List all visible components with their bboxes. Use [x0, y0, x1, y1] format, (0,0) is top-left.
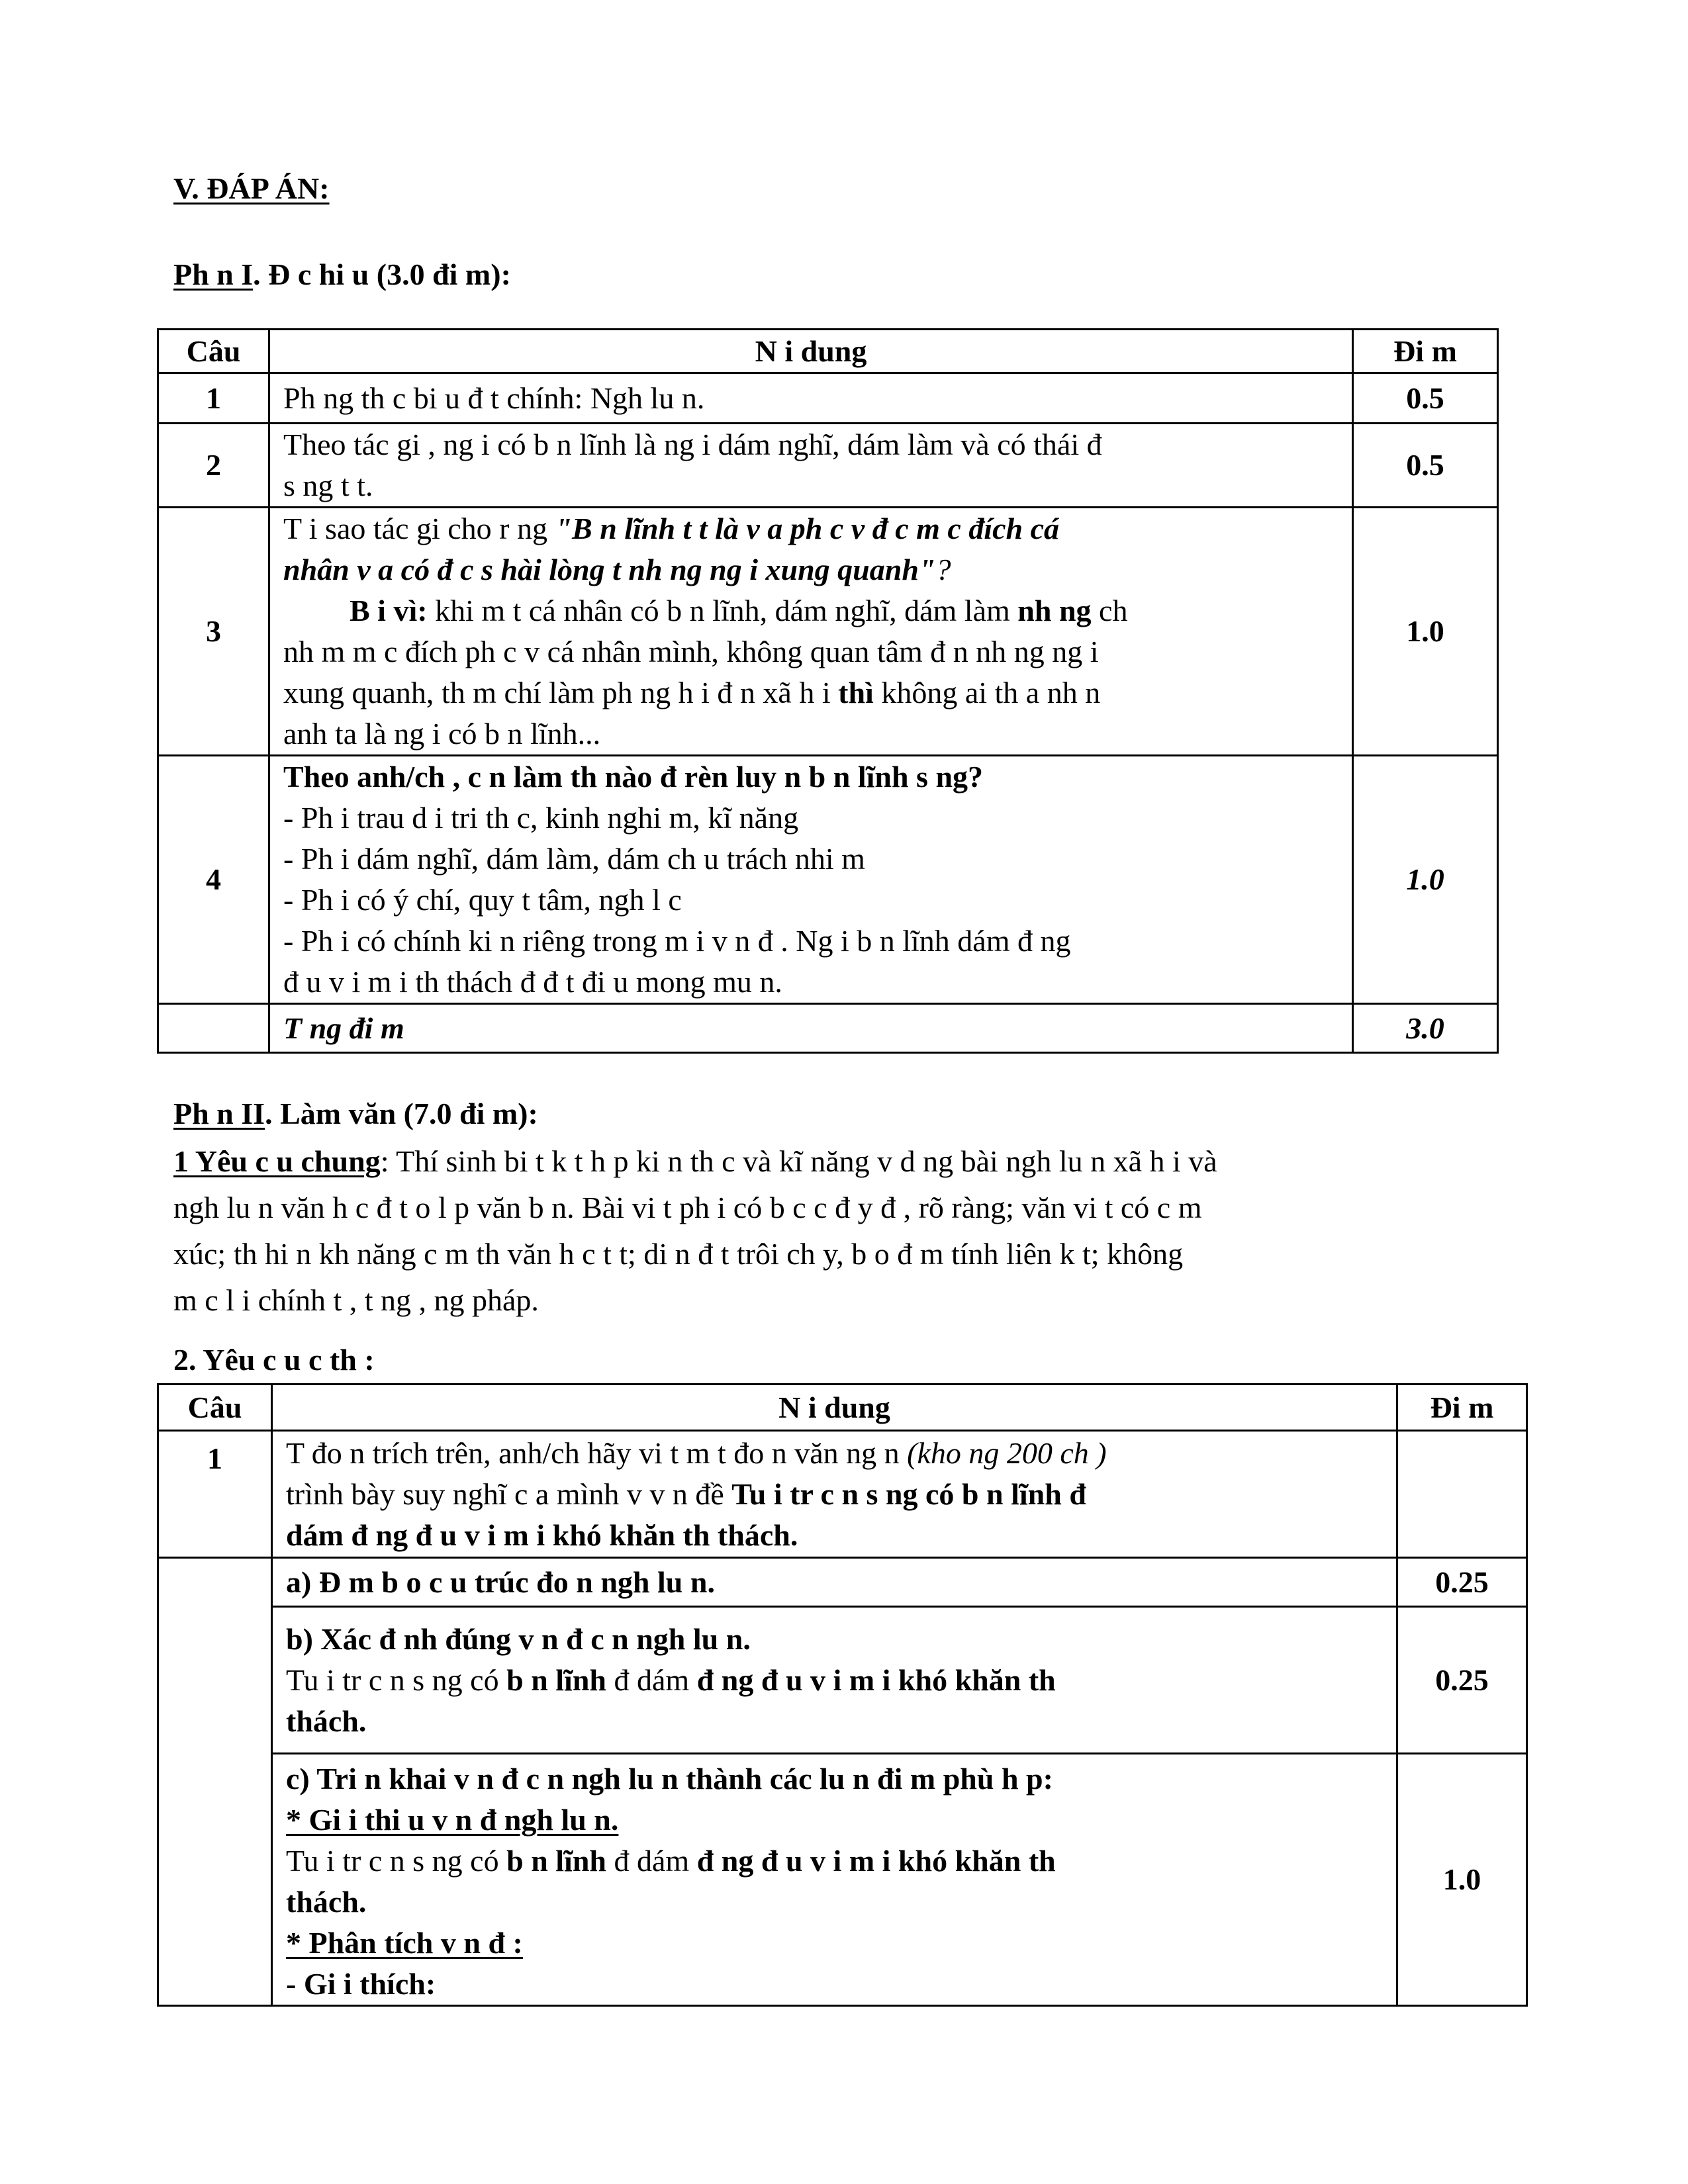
col-header-noi-dung: N i dung: [269, 330, 1353, 373]
answer-text: không ai th a nh n: [873, 676, 1101, 709]
question-quote: nhân v a có đ c s hài lòng t nh ng ng i xung quanh": [283, 553, 936, 586]
table-row: [158, 1558, 1527, 1607]
total-row: [158, 1004, 1498, 1053]
content-line: s ng t t.: [283, 469, 373, 502]
table-header-row: [158, 1385, 1527, 1431]
subheading: * Gi i thi u v n đ ngh lu n.: [286, 1803, 619, 1837]
part2-heading: [173, 1099, 538, 1129]
table-row: [158, 1754, 1527, 2006]
content-line: [286, 1660, 1383, 1701]
total-score: 3.0: [1353, 1004, 1498, 1053]
col-header-diem: Đi m: [1353, 330, 1498, 373]
question-text: T i sao tác gi cho r ng: [283, 512, 555, 545]
row-score: 0.5: [1353, 373, 1498, 424]
part2-heading-label: Ph n II: [173, 1097, 265, 1130]
content-text: Tu i tr c n s ng có: [286, 1662, 507, 1697]
col-header-diem: Đi m: [1397, 1385, 1527, 1431]
requirement-line: m c l i chính t , t ng , ng pháp.: [173, 1283, 539, 1317]
content-line: thách.: [286, 1885, 367, 1919]
total-empty-cell: [158, 1004, 269, 1053]
row-number: 1: [158, 373, 269, 424]
table-row: [158, 424, 1498, 508]
row-score: 1.0: [1353, 508, 1498, 756]
answer-text: ch: [1091, 594, 1128, 627]
content-line: đ u v i m i th thách đ đ t đi u mong mu n.: [283, 965, 782, 999]
question-line: [283, 508, 1338, 549]
content-line: thách.: [286, 1704, 367, 1738]
row-number-empty: [158, 1558, 272, 2006]
content-line: - Ph i có ý chí, quy t tâm, ngh l c: [283, 883, 682, 917]
general-requirements: [173, 1138, 1542, 1324]
criterion-a: a) Đ m b o c u trúc đo n ngh lu n.: [272, 1558, 1397, 1607]
row-number: 4: [158, 756, 269, 1004]
row-content: [272, 1431, 1397, 1558]
row-number: 1: [158, 1431, 272, 1558]
table-row: [158, 1607, 1527, 1754]
content-line: [286, 1433, 1383, 1474]
row-score: 1.0: [1397, 1754, 1527, 2006]
row-content: [269, 373, 1353, 424]
row-score: 1.0: [1353, 756, 1498, 1004]
content-emphasis: đ ng đ u v i m i khó khăn th: [696, 1844, 1056, 1878]
subheading: * Phân tích v n đ :: [286, 1926, 523, 1960]
row-score: 0.5: [1353, 424, 1498, 508]
content-line: dám đ ng đ u v i m i khó khăn th thách.: [286, 1518, 798, 1552]
row-content: [269, 508, 1353, 756]
table-row: [158, 508, 1498, 756]
part1-heading: [173, 259, 511, 290]
criterion-title: c) Tri n khai v n đ c n ngh lu n thành các lu n đi m phù h p:: [286, 1762, 1053, 1796]
part2-heading-rest: . Làm văn (7.0 đi m):: [265, 1097, 538, 1130]
content-line: [286, 1841, 1383, 1882]
requirement-line: [173, 1138, 1542, 1185]
col-header-cau: Câu: [158, 330, 269, 373]
answer-line: [283, 590, 1338, 631]
answer-text: khi m t cá nhân có b n lĩnh, dám nghĩ, dám làm: [427, 594, 1018, 627]
answer-emphasis: nh ng: [1017, 594, 1092, 627]
row-number: 2: [158, 424, 269, 508]
requirement-text: : Thí sinh bi t k t h p ki n th c và kĩ năng v d ng bài ngh lu n xã h i và: [380, 1144, 1217, 1178]
content-line: - Ph i trau d i tri th c, kinh nghi m, kĩ năng: [283, 801, 799, 835]
part1-table: [157, 328, 1499, 1054]
question-line: Theo anh/ch , c n làm th nào đ rèn luy n b n lĩnh s ng?: [283, 760, 984, 794]
part1-heading-rest: . Đ c hi u (3.0 đi m):: [253, 257, 511, 291]
requirement-label: 1 Yêu c u chung: [173, 1144, 381, 1178]
content-line: - Ph i dám nghĩ, dám làm, dám ch u trách nhi m: [283, 842, 865, 876]
answer-emphasis: thì: [838, 676, 874, 709]
part2-table: [157, 1383, 1528, 2007]
row-score: 0.25: [1397, 1607, 1527, 1754]
row-content: [269, 756, 1353, 1004]
content-text: đ dám: [606, 1662, 697, 1697]
col-header-cau: Câu: [158, 1385, 272, 1431]
content-emphasis: b n lĩnh: [506, 1844, 607, 1878]
row-score-empty: [1397, 1431, 1527, 1558]
answer-line: [283, 672, 1338, 713]
answer-line: anh ta là ng i có b n lĩnh...: [283, 717, 601, 751]
col-header-noi-dung: N i dung: [272, 1385, 1397, 1431]
total-label: T ng đi m: [269, 1004, 1353, 1053]
requirement-line: ngh lu n văn h c đ t o l p văn b n. Bài vi t ph i có b c c đ y đ , rõ ràng; văn vi t có c m: [173, 1191, 1202, 1224]
content-emphasis: đ ng đ u v i m i khó khăn th: [696, 1662, 1056, 1697]
question-quote: "B n lĩnh t t là v a ph c v đ c m c đích cá: [555, 512, 1060, 545]
answer-line: nh m m c đích ph c v cá nhân mình, không quan tâm đ n nh ng ng i: [283, 635, 1099, 668]
criterion-title: b) Xác đ nh đúng v n đ c n ngh lu n.: [286, 1621, 751, 1656]
content-text: T đo n trích trên, anh/ch hãy vi t m t đo n văn ng n: [286, 1435, 908, 1470]
table-row: [158, 373, 1498, 424]
answer-text: xung quanh, th m chí làm ph ng h i đ n xã h i: [283, 676, 839, 709]
specific-requirements-heading: 2. Yêu c u c th :: [173, 1343, 375, 1377]
content-text: trình bày suy nghĩ c a mình v v n đề: [286, 1477, 732, 1511]
criterion-c: [272, 1754, 1397, 2006]
question-line: [283, 549, 1338, 590]
content-italic: (kho ng 200 ch ): [907, 1435, 1107, 1470]
table-row: [158, 756, 1498, 1004]
content-emphasis: Tu i tr c n s ng có b n lĩnh đ: [731, 1477, 1086, 1511]
subheading: - Gi i thích:: [286, 1967, 436, 2001]
content-text: Tu i tr c n s ng có: [286, 1844, 507, 1878]
row-content: [269, 424, 1353, 508]
question-mark: ?: [935, 553, 951, 586]
row-number: 3: [158, 508, 269, 756]
part1-heading-label: Ph n I: [173, 257, 254, 291]
table-row: [158, 1431, 1527, 1558]
content-emphasis: b n lĩnh: [506, 1662, 607, 1697]
row-score: 0.25: [1397, 1558, 1527, 1607]
content-line: Theo tác gi , ng i có b n lĩnh là ng i dám nghĩ, dám làm và có thái đ: [283, 428, 1102, 461]
content-line: Ph ng th c bi u đ t chính: Ngh lu n.: [283, 381, 705, 415]
table-header-row: [158, 330, 1498, 373]
criterion-b: [272, 1607, 1397, 1754]
answer-lead: B i vì:: [350, 594, 428, 627]
content-line: [286, 1474, 1383, 1515]
content-line: - Ph i có chính ki n riêng trong m i v n đ . Ng i b n lĩnh dám đ ng: [283, 924, 1071, 958]
content-text: đ dám: [606, 1844, 697, 1878]
answer-title: V. ĐÁP ÁN:: [173, 171, 330, 205]
requirement-line: xúc; th hi n kh năng c m th văn h c t t; di n đ t trôi ch y, b o đ m tính liên k t; không: [173, 1237, 1184, 1271]
